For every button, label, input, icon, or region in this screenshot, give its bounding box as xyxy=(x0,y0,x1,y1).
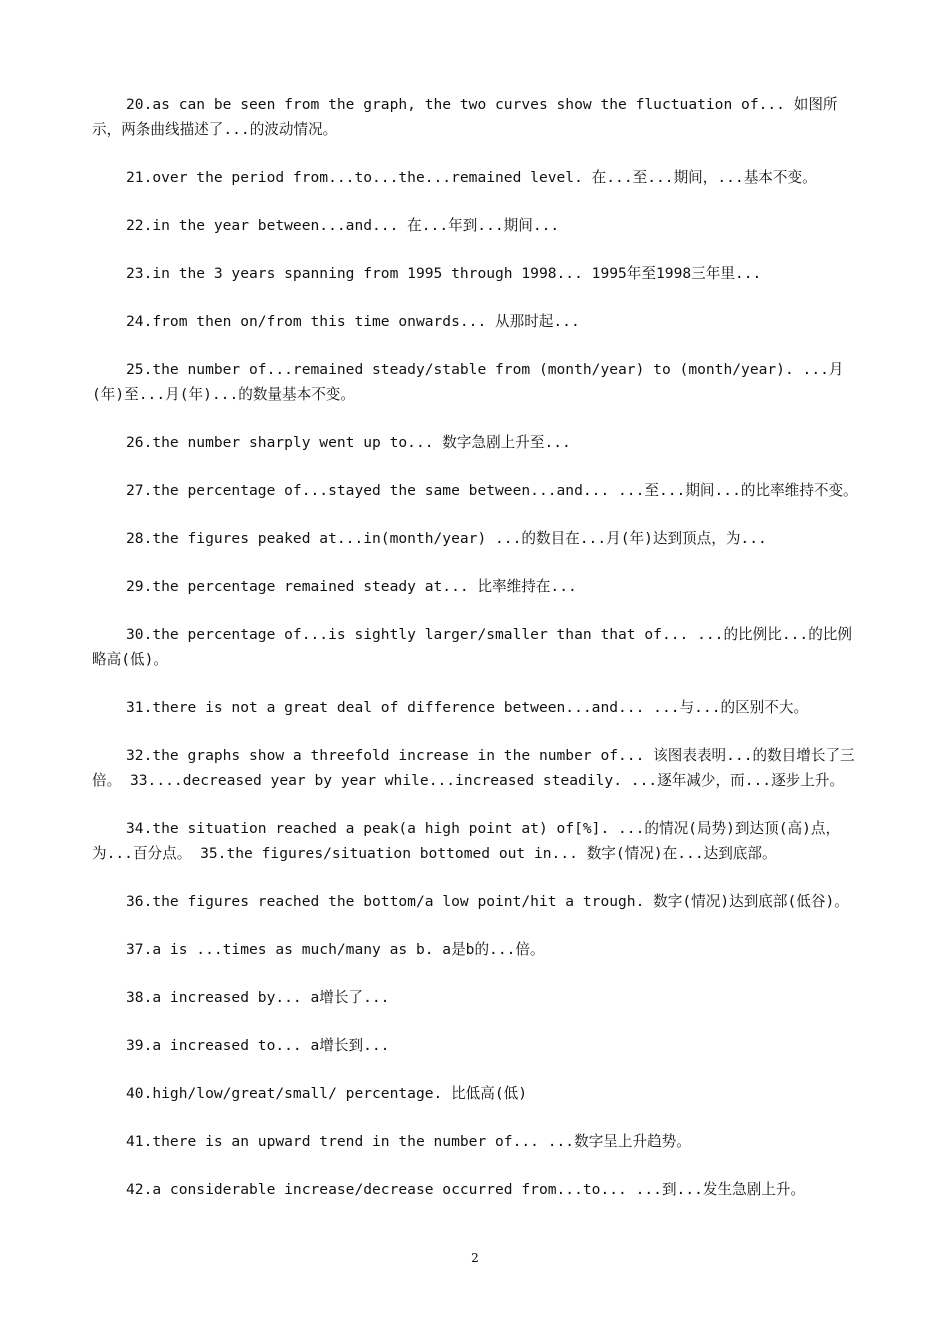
paragraph-25: 25.the number of...remained steady/stable from (month/year) to (month/year). ...月(年)至...月(年)...的数量基本不变。 xyxy=(92,361,844,403)
paragraph-31: 31.there is not a great deal of difference between...and... ...与...的区别不大。 xyxy=(126,699,809,716)
paragraph-29: 29.the percentage remained steady at... 比率维持在... xyxy=(126,578,577,595)
paragraph-37: 37.a is ...times as much/many as b. a是b的...倍。 xyxy=(126,941,545,958)
document-body xyxy=(92,92,862,1225)
paragraph-24: 24.from then on/from this time onwards... 从那时起... xyxy=(126,313,580,330)
paragraph-36: 36.the figures reached the bottom/a low point/hit a trough. 数字(情况)达到底部(低谷)。 xyxy=(126,893,849,910)
paragraph-28: 28.the figures peaked at...in(month/year) ...的数目在...月(年)达到顶点，为... xyxy=(126,530,767,547)
paragraph-39: 39.a increased to... a增长到... xyxy=(126,1037,390,1054)
paragraph-41: 41.there is an upward trend in the number of... ...数字呈上升趋势。 xyxy=(126,1133,691,1150)
paragraph-40: 40.high/low/great/small/ percentage. 比低高(低) xyxy=(126,1085,528,1102)
paragraph-30: 30.the percentage of...is sightly larger/smaller than that of... ...的比例比...的比例略高(低)。 xyxy=(92,626,852,668)
page-number: 2 xyxy=(471,1251,479,1265)
paragraph-32-33: 32.the graphs show a threefold increase in the number of... 该图表表明...的数目增长了三倍。 33....decreased year by year while...increased steadily. ...逐年减少，而...逐步上升。 xyxy=(92,747,855,789)
paragraph-20: 20.as can be seen from the graph, the two curves show the fluctuation of... 如图所示，两条曲线描述了...的波动情况。 xyxy=(92,96,838,138)
paragraph-21: 21.over the period from...to...the...remained level. 在...至...期间，...基本不变。 xyxy=(126,169,817,186)
paragraph-42: 42.a considerable increase/decrease occurred from...to... ...到...发生急剧上升。 xyxy=(126,1181,806,1198)
paragraph-27: 27.the percentage of...stayed the same between...and... ...至...期间...的比率维持不变。 xyxy=(126,482,858,499)
paragraph-34-35: 34.the situation reached a peak(a high point at) of[%]. ...的情况(局势)到达顶(高)点，为...百分点。 35.the figures/situation bottomed out in... 数字(情况)在...达到底部。 xyxy=(92,820,841,862)
paragraph-23: 23.in the 3 years spanning from 1995 through 1998... 1995年至1998三年里... xyxy=(126,265,762,282)
paragraph-26: 26.the number sharply went up to... 数字急剧上升至... xyxy=(126,434,571,451)
paragraph-38: 38.a increased by... a增长了... xyxy=(126,989,390,1006)
paragraph-22: 22.in the year between...and... 在...年到...期间... xyxy=(126,217,560,234)
